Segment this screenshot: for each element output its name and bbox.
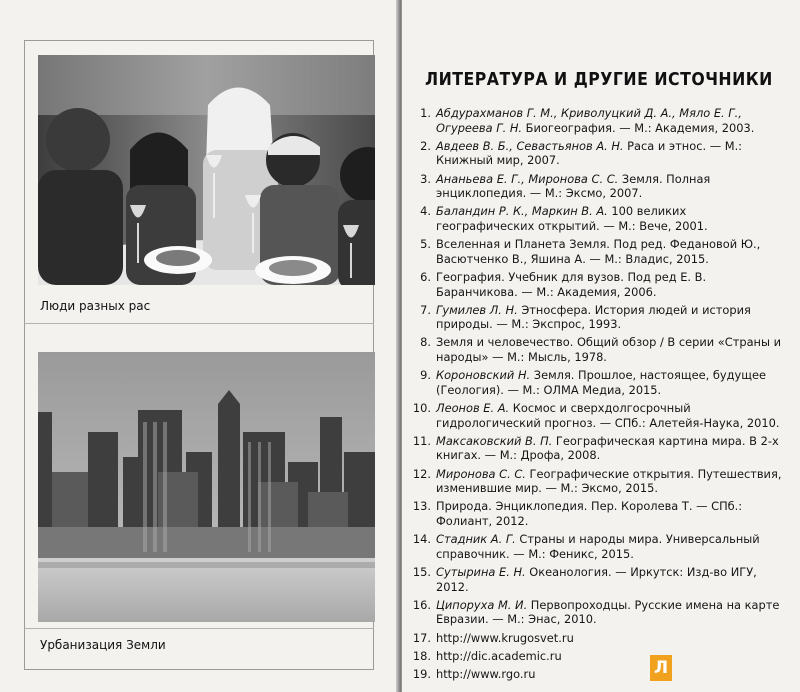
bibliography-entry[interactable] — [408, 667, 788, 682]
entry-number: 13. — [412, 499, 431, 514]
bibliography-entry — [408, 139, 788, 168]
entry-author: Максаковский В. П. — [436, 433, 553, 448]
entry-author: Ципоруха М. И. — [436, 597, 528, 612]
bibliography-entry — [408, 172, 788, 201]
entry-author: Миронова С. С. — [436, 466, 526, 481]
entry-author: Ананьева Е. Г., Миронова С. С. — [436, 171, 619, 186]
bibliography-entry — [408, 204, 788, 233]
entry-text: Земля. Прошлое, настоящее, будущее (Геология). — М.: ОЛМА Медиа, 2015. — [436, 368, 766, 397]
entry-number: 4. — [420, 204, 431, 219]
bibliography-entry — [408, 434, 788, 463]
entry-number: 19. — [412, 666, 431, 681]
bibliography-entry[interactable] — [408, 649, 788, 664]
entry-number: 12. — [412, 466, 431, 481]
entry-text: Природа. Энциклопедия. Пер. Королева Т. — СПб.: Фолиант, 2012. — [436, 499, 743, 528]
entry-text: Земля. Полная энциклопедия. — М.: Эксмо, 2007. — [436, 171, 711, 201]
entry-author: Короновский Н. — [436, 368, 531, 383]
entry-text: Этносфера. История людей и история природы. — М.: Экспрос, 1993. — [436, 302, 751, 332]
bibliography-entry — [408, 467, 788, 496]
entry-text: Вселенная и Планета Земля. Под ред. Федановой Ю., Васютченко В., Яшина А. — М.: Владис, 2015. — [436, 237, 761, 266]
entry-text: Географические открытия. Путешествия, изменившие мир. — М.: Эксмо, 2015. — [436, 466, 782, 496]
bibliography-entry — [408, 598, 788, 627]
entry-author: Леонов Е. А. — [436, 401, 510, 416]
entry-number: 2. — [420, 138, 431, 153]
bibliography-entry — [408, 532, 788, 561]
entry-number: 14. — [412, 532, 431, 547]
entry-number: 3. — [420, 171, 431, 186]
bibliography-list — [408, 106, 788, 685]
labirint-L-icon: Л — [650, 655, 672, 681]
entry-text: Океанология. — Иркутск: Изд-во ИГУ, 2012. — [436, 564, 757, 594]
entry-url-link[interactable]: http://dic.academic.ru — [436, 648, 562, 663]
entry-author: Авдеев В. Б., Севастьянов А. Н. — [436, 138, 624, 153]
entry-text: География. Учебник для вузов. Под ред Е. В. Баранчикова. — М.: Академия, 2006. — [436, 269, 707, 299]
entry-text: Космос и сверхдолгосрочный гидрологический прогноз. — СПб.: Алетейя-Наука, 2010. — [436, 401, 780, 430]
left-page — [0, 0, 398, 692]
city-skyline-illustration — [38, 352, 375, 622]
entry-text: Земля и человечество. Общий обзор / В серии «Страны и народы» — М.: Мысль, 1978. — [436, 335, 782, 365]
people-photo-illustration — [38, 55, 375, 285]
entry-text: Географическая картина мира. В 2-х книгах. — М.: Дрофа, 2008. — [436, 433, 779, 463]
entry-text: Раса и этнос. — М.: Книжный мир, 2007. — [436, 138, 743, 168]
entry-author: Абдурахманов Г. М., Криволуцкий Д. А., Мяло Е. Г., Огуреева Г. Н. — [436, 106, 742, 135]
entry-number: 7. — [420, 302, 431, 317]
entry-url-link[interactable]: http://www.rgo.ru — [436, 666, 536, 681]
entry-number: 17. — [412, 630, 431, 645]
caption-divider-2 — [24, 628, 374, 629]
entry-text: Страны и народы мира. Универсальный справочник. — М.: Феникс, 2015. — [436, 532, 760, 561]
photo-people-of-different-races — [38, 55, 375, 285]
bibliography-entry — [408, 270, 788, 299]
entry-number: 9. — [420, 368, 431, 383]
photo-urbanization — [38, 352, 375, 622]
bibliography-entry — [408, 237, 788, 266]
bibliography-entry — [408, 401, 788, 430]
bibliography-entry — [408, 368, 788, 397]
entry-author: Гумилев Л. Н. — [436, 302, 518, 317]
entry-text: 100 великих географических открытий. — М.: Вече, 2001. — [436, 204, 708, 233]
photo-caption-urbanization: Урбанизация Земли — [40, 638, 166, 652]
entry-author: Сутырина Е. Н. — [436, 564, 526, 579]
entry-number: 8. — [420, 335, 431, 350]
entry-number: 10. — [412, 401, 431, 416]
entry-number: 1. — [420, 106, 431, 120]
entry-number: 18. — [412, 648, 431, 663]
caption-divider — [24, 323, 374, 324]
entry-number: 16. — [412, 597, 431, 612]
entry-url-link[interactable]: http://www.krugosvet.ru — [436, 630, 574, 645]
bibliography-entry — [408, 335, 788, 364]
bibliography-entry — [408, 565, 788, 594]
entry-number: 5. — [420, 237, 431, 252]
entry-text: Первопроходцы. Русские имена на карте Евразии. — М.: Энас, 2010. — [436, 597, 780, 627]
entry-text: Биогеография. — М.: Академия, 2003. — [522, 120, 755, 135]
entry-number: 6. — [420, 269, 431, 284]
entry-number: 15. — [412, 564, 431, 579]
bibliography-entry[interactable] — [408, 631, 788, 646]
bibliography-entry — [408, 106, 788, 135]
page-title: ЛИТЕРАТУРА И ДРУГИЕ ИСТОЧНИКИ — [425, 70, 773, 90]
bibliography-entry — [408, 303, 788, 332]
bibliography-entry — [408, 499, 788, 528]
entry-author: Баландин Р. К., Маркин В. А. — [436, 204, 608, 219]
photo-caption-people: Люди разных рас — [40, 299, 151, 313]
entry-number: 11. — [412, 433, 431, 448]
entry-author: Стадник А. Г. — [436, 532, 516, 547]
